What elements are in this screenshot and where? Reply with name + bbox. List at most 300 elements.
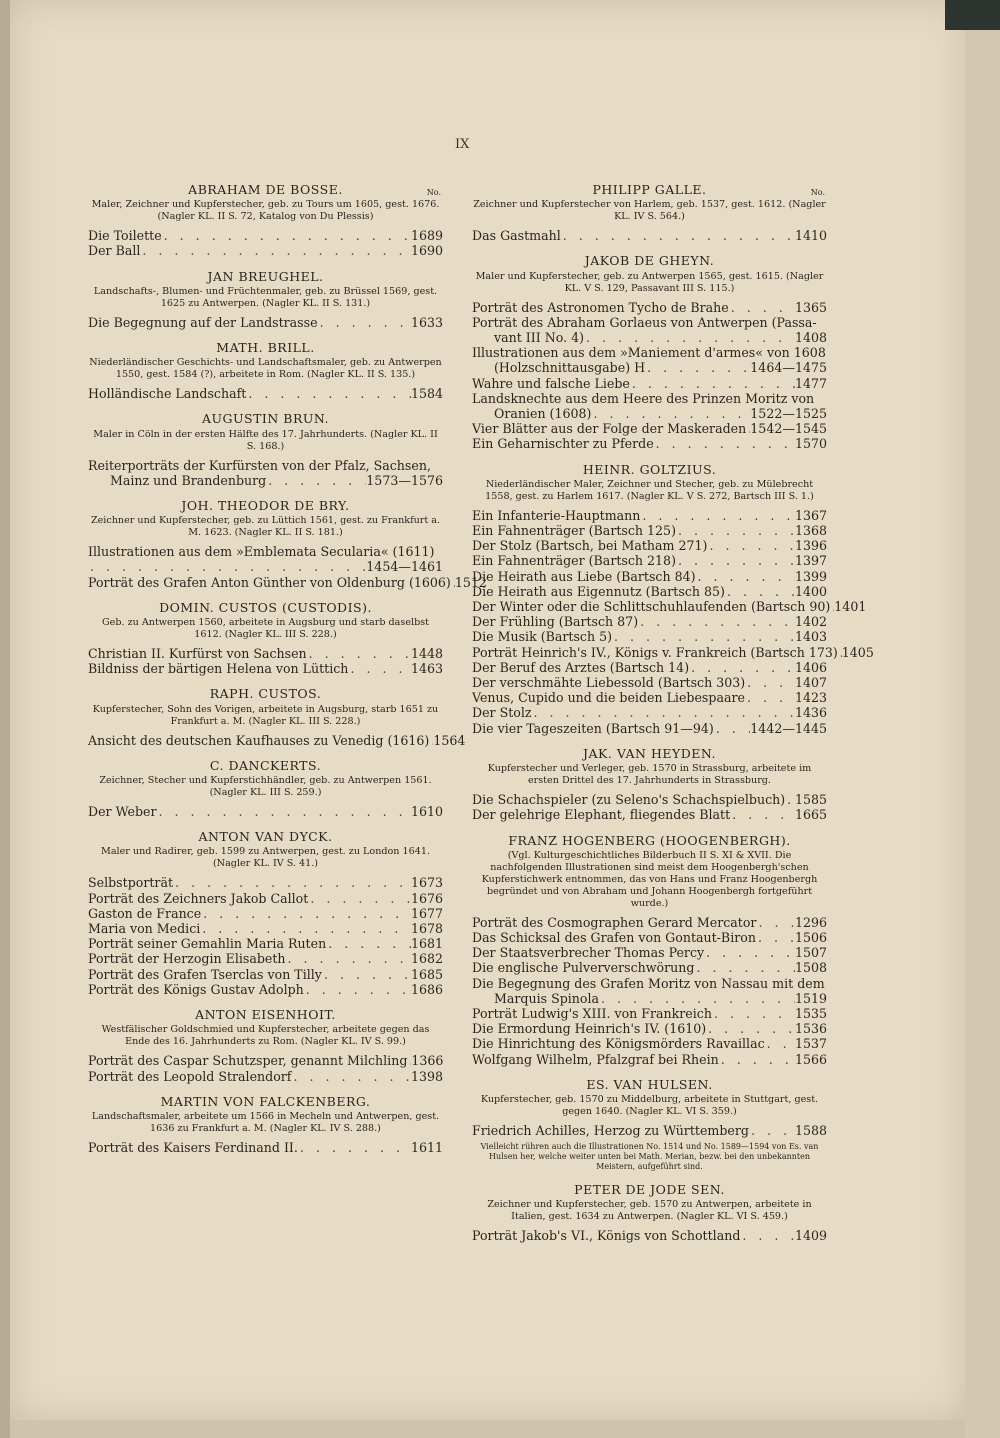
entry-number: 1522—1525: [750, 406, 827, 422]
entry-title: Das Gastmahl: [472, 228, 561, 244]
index-entry: [88, 936, 443, 951]
entry-number: 1396: [794, 538, 827, 554]
artist-section: [88, 829, 443, 997]
index-entry: [472, 614, 827, 629]
artist-section: [88, 758, 443, 819]
leader-dots: [729, 300, 795, 315]
leader-dots: [730, 807, 795, 822]
entry-list: [88, 875, 443, 997]
entry-title: Selbstporträt: [88, 875, 174, 891]
entry-number: 1403: [794, 629, 827, 645]
entry-title: Porträt des Caspar Schutzsper, genannt Milchling: [88, 1053, 408, 1069]
entry-number: 1678: [410, 921, 443, 937]
leader-dots: [561, 228, 795, 243]
entry-list: [88, 1140, 443, 1155]
leader-dots: [714, 721, 751, 736]
entry-number: 1448: [410, 646, 443, 662]
leader-dots: [88, 559, 366, 574]
entry-number: 1402: [794, 614, 827, 630]
index-entry: [472, 930, 827, 945]
index-entry: [88, 544, 443, 559]
leader-dots: [266, 473, 366, 488]
artist-heading: ES. VAN HULSEN.: [586, 1076, 713, 1092]
artist-description: Zeichner und Kupferstecher, geb. zu Lüttich 1561, gest. zu Frankfurt a. M. 1623. (Nagler KL. II S. 181.): [90, 515, 441, 539]
artist-heading: RAPH. CUSTOS.: [209, 686, 322, 702]
leader-dots: [696, 569, 795, 584]
entry-number: 1564: [433, 732, 466, 748]
entry-number: 1436: [794, 705, 827, 721]
entry-title: Der Ball: [88, 243, 141, 259]
artist-heading: PHILIPP GALLE. No.: [472, 182, 827, 197]
entry-title: Die Begegnung auf der Landstrasse: [88, 314, 318, 330]
index-entry: [88, 458, 443, 473]
artist-section: [472, 461, 874, 736]
leader-dots: [704, 945, 795, 960]
leader-dots: [749, 1123, 795, 1138]
artist-description: Westfälischer Goldschmied und Kupferstecher, arbeitete gegen das Ende des 16. Jahrhunderts zu Rom. (Nagler KL. IV S. 99.): [101, 1024, 430, 1048]
entry-title: Porträt des Grafen Anton Günther von Oldenburg (1606): [88, 574, 451, 590]
entry-title: Illustrationen aus dem »Maniement d'armes« von 1608: [472, 345, 826, 361]
leader-dots: [765, 1036, 795, 1051]
entry-title: Mainz und Brandenburg: [110, 472, 267, 488]
index-entry: [88, 875, 443, 890]
entry-number: 1296: [794, 914, 827, 930]
entry-list: [88, 315, 443, 330]
book-cover-corner: [945, 0, 1000, 30]
index-entry: [472, 599, 867, 615]
leader-dots: [612, 629, 795, 644]
index-entry: [472, 360, 827, 375]
entry-title: Porträt Ludwig's XIII. von Frankreich: [472, 1005, 712, 1021]
entry-number: 1573—1576: [366, 472, 443, 488]
artist-description: Kupferstecher, Sohn des Vorigen, arbeitete in Augsburg, starb 1651 zu Frankfurt a. M. (Nagler KL. III S. 228.): [92, 703, 439, 727]
index-entry: [472, 228, 827, 243]
entry-number: 1686: [410, 981, 443, 997]
artist-section: [88, 269, 443, 330]
entry-title: Die Musik (Bartsch 5): [472, 629, 613, 645]
artist-section: [472, 833, 827, 1067]
entry-list: [88, 732, 466, 748]
entry-list: [472, 792, 827, 822]
artist-section: [88, 340, 443, 401]
index-entry: [472, 807, 827, 822]
index-entry: [472, 660, 827, 675]
entry-number: 1507: [794, 945, 827, 961]
artist-heading: MATH. BRILL.: [216, 340, 315, 356]
entry-title: Ein Fahnenträger (Bartsch 125): [472, 523, 676, 539]
left-column: [88, 182, 487, 1165]
index-entry: [472, 553, 827, 568]
artist-heading: DOMIN. CUSTOS (CUSTODIS).: [159, 599, 372, 615]
index-entry: [472, 675, 827, 690]
leader-dots: [676, 523, 795, 538]
leader-dots: [712, 1006, 795, 1021]
entry-list: [88, 386, 443, 401]
index-entry: [472, 1006, 827, 1021]
entry-number: 1542—1545: [750, 421, 827, 437]
entry-number: 1398: [410, 1068, 443, 1084]
leader-dots: [706, 1021, 795, 1036]
number-column-label: No.: [426, 188, 441, 197]
entry-title: Der verschmähte Liebessold (Bartsch 303): [472, 675, 746, 691]
entry-number: 1512: [454, 574, 487, 590]
entry-number: 1399: [794, 568, 827, 584]
entry-title: Ein Geharnischter zu Pferde: [472, 436, 654, 452]
index-entry: [88, 315, 443, 330]
entry-title: Porträt des Königs Gustav Adolph: [88, 981, 304, 997]
entry-title: Porträt des Cosmographen Gerard Mercator: [472, 914, 757, 930]
index-entry: [472, 915, 827, 930]
index-entry: [472, 1052, 827, 1067]
entry-number: 1367: [794, 507, 827, 523]
leader-dots: [745, 690, 795, 705]
entry-title: Das Schicksal des Grafen von Gontaut-Biron: [472, 929, 756, 945]
leader-dots: [140, 243, 411, 258]
leader-dots: [304, 982, 411, 997]
leader-dots: [308, 891, 411, 906]
entry-list: [88, 804, 443, 819]
entry-number: 1610: [410, 804, 443, 820]
index-entry: [88, 967, 443, 982]
index-entry: [472, 1021, 827, 1036]
entry-number: 1665: [794, 807, 827, 823]
entry-title: Die Hinrichtung des Königsmörders Ravaillac: [472, 1036, 765, 1052]
artist-heading: JAN BREUGHEL.: [207, 268, 324, 284]
leader-dots: [676, 553, 795, 568]
index-entry: [472, 508, 827, 523]
book-edge-left: [0, 0, 10, 1438]
entry-list: [88, 1053, 443, 1083]
index-entry: [472, 421, 827, 436]
entry-number: 1588: [794, 1122, 827, 1138]
leader-dots: [591, 406, 750, 421]
leader-dots: [756, 930, 795, 945]
artist-heading: C. DANCKERTS.: [209, 757, 322, 773]
entry-number: 1566: [794, 1051, 827, 1067]
entry-number: 1464—1475: [750, 360, 827, 376]
index-entry: [88, 574, 487, 590]
entry-title: Porträt des Abraham Gorlaeus von Antwerpen (Passa-: [472, 314, 817, 330]
leader-dots: [756, 915, 794, 930]
entry-title: Venus, Cupido und die beiden Liebespaare: [472, 690, 745, 706]
artist-heading: ANTON EISENHOIT.: [195, 1007, 336, 1023]
entry-number: 1690: [410, 243, 443, 259]
entry-number: 1365: [794, 299, 827, 315]
artist-description: Geb. zu Antwerpen 1560, arbeitete in Augsburg und starb daselbst 1612. (Nagler KL. III S. 228.): [101, 617, 429, 641]
entry-title: (Holzschnittausgabe) H: [494, 360, 646, 376]
entry-title: Die vier Tageszeiten (Bartsch 91—94): [472, 720, 714, 736]
entry-title: Porträt Heinrich's IV., Königs v. Frankreich (Bartsch 173): [472, 644, 838, 660]
entry-number: 1677: [410, 905, 443, 921]
entry-title: Porträt des Grafen Tserclas von Tilly: [88, 966, 322, 982]
index-entry: [472, 644, 874, 660]
number-column-label: No.: [810, 188, 825, 197]
entry-title: Friedrich Achilles, Herzog zu Württemberg: [472, 1122, 749, 1138]
leader-dots: [689, 660, 795, 675]
index-entry: [472, 391, 827, 406]
index-entry: [472, 436, 827, 451]
entry-title: vant III No. 4): [494, 330, 585, 346]
entry-list: [88, 544, 487, 590]
index-entry: [88, 386, 443, 401]
entry-number: 1585: [794, 792, 827, 808]
entry-title: Die Heirath aus Eigennutz (Bartsch 85): [472, 583, 725, 599]
artist-description: Maler, Zeichner und Kupferstecher, geb. zu Tours um 1605, gest. 1676. (Nagler KL. II S. 72, Katalog von Du Plessis): [91, 199, 440, 223]
entry-title: Illustrationen aus dem »Emblemata Secularia« (1611): [88, 544, 435, 560]
artist-section: [472, 1182, 827, 1243]
index-entry: [472, 991, 827, 1006]
index-entry: [88, 891, 443, 906]
artist-heading: AUGUSTIN BRUN.: [201, 411, 330, 427]
artist-description: Maler in Cöln in der ersten Hälfte des 17. Jahrhunderts. (Nagler KL. II S. 168.): [93, 428, 438, 452]
artist-description: Niederländischer Maler, Zeichner und Stecher, geb. zu Mülebrecht 1558, gest. zu Harlem 1617. (Nagler KL. V S. 272, Bartsch III S. 1.): [485, 478, 814, 502]
artist-section: [88, 1007, 443, 1084]
index-entry: [88, 906, 443, 921]
leader-dots: [719, 1052, 795, 1067]
entry-number: 1673: [410, 875, 443, 891]
index-entry: [472, 960, 827, 975]
entry-title: Der Weber: [88, 804, 157, 820]
leader-dots: [156, 804, 410, 819]
artist-section: [88, 498, 487, 590]
entry-number: 1519: [794, 990, 827, 1006]
entry-list: [472, 1228, 827, 1243]
entry-title: Der Staatsverbrecher Thomas Percy: [472, 945, 705, 961]
entry-number: 1506: [794, 929, 827, 945]
entry-number: 1401: [834, 599, 867, 615]
leader-dots: [348, 661, 411, 676]
index-entry: [88, 732, 466, 748]
leader-dots: [638, 614, 795, 629]
artist-description: Landschafts-, Blumen- und Früchtenmaler, geb. zu Brüssel 1569, gest. 1625 zu Antwerpen. (Nagler KL. II S. 131.): [93, 285, 438, 309]
index-entry: [472, 792, 827, 807]
index-entry: [472, 584, 827, 599]
entry-number: 1682: [410, 951, 443, 967]
artist-description: Zeichner und Kupferstecher, geb. 1570 zu Antwerpen, arbeitete in Italien, gest. 1634 zu Antwerpen. (Nagler KL. VI S. 459.): [487, 1199, 812, 1223]
entry-number: 1537: [794, 1036, 827, 1052]
entry-number: 1409: [794, 1228, 827, 1244]
index-entry: [472, 523, 827, 538]
entry-list: [88, 646, 443, 676]
entry-number: 1368: [794, 523, 827, 539]
artist-section: [88, 1094, 443, 1155]
entry-number: 1477: [794, 375, 827, 391]
index-entry: [472, 721, 827, 736]
entry-title: Der Stolz: [472, 705, 532, 721]
entry-number: 1570: [794, 436, 827, 452]
leader-dots: [298, 1140, 411, 1155]
leader-dots: [640, 508, 795, 523]
entry-number: 1676: [410, 890, 443, 906]
leader-dots: [694, 960, 795, 975]
entry-number: 1405: [841, 644, 874, 660]
entry-number: 1400: [794, 583, 827, 599]
artist-heading: ABRAHAM DE BOSSE. No.: [88, 182, 443, 197]
entry-title: Porträt Jakob's VI., Königs von Schottland: [472, 1228, 741, 1244]
entry-title: Vier Blätter aus der Folge der Maskeraden: [472, 421, 747, 437]
index-entry: [88, 804, 443, 819]
artist-section: [88, 600, 443, 677]
artist-heading: JOH. THEODOR DE BRY.: [181, 498, 350, 514]
index-entry: [472, 690, 827, 705]
book-edge-right: [965, 0, 1000, 1438]
entry-list: [472, 915, 827, 1067]
entry-number: 1508: [794, 960, 827, 976]
entry-title: Der gelehrige Elephant, fliegendes Blatt: [472, 807, 731, 823]
artist-section: [472, 253, 827, 451]
entry-title: Gaston de France: [88, 905, 202, 921]
artist-description: Kupferstecher, geb. 1570 zu Middelburg, arbeitete in Stuttgart, gest. gegen 1640. (Nagler KL. VI S. 359.): [480, 1093, 819, 1117]
entry-number: 1366: [411, 1053, 444, 1069]
entry-title: Maria von Medici: [88, 921, 201, 937]
leader-dots: [630, 376, 795, 391]
index-entry: [472, 1036, 827, 1051]
leader-dots: [584, 330, 795, 345]
artist-section: [472, 746, 827, 823]
entry-title: Ein Fahnenträger (Bartsch 218): [472, 553, 676, 569]
entry-title: Porträt der Herzogin Elisabeth: [88, 951, 286, 967]
leader-dots: [707, 538, 795, 553]
artist-description: Zeichner, Stecher und Kupferstichhändler, geb. zu Antwerpen 1561. (Nagler KL. III S. 259.): [99, 775, 432, 799]
leader-dots: [162, 228, 411, 243]
leader-dots: [785, 792, 795, 807]
entry-title: Der Beruf des Arztes (Bartsch 14): [472, 659, 690, 675]
index-entry: [88, 921, 443, 936]
entry-title: Der Frühling (Bartsch 87): [472, 614, 639, 630]
entry-title: Porträt des Kaisers Ferdinand II.: [88, 1139, 298, 1155]
index-entry: [88, 951, 443, 966]
entry-number: 1685: [410, 966, 443, 982]
footnote: Vielleicht rühren auch die Illustrationen No. 1514 und No. 1589—1594 von Es. van Hulsen her, welche weiter unten bei Math. Merian, bezw. bei den unbekannten Meistern, aufgeführt sind.: [480, 1142, 819, 1172]
entry-number: 1535: [794, 1005, 827, 1021]
artist-section: [88, 686, 466, 748]
leader-dots: [200, 921, 411, 936]
entry-title: Porträt seiner Gemahlin Maria Ruten: [88, 936, 327, 952]
index-entry: [88, 559, 443, 574]
artist-section: [88, 182, 443, 259]
leader-dots: [745, 675, 795, 690]
entry-title: Porträt des Zeichners Jakob Callot: [88, 890, 309, 906]
entry-number: 1410: [794, 228, 827, 244]
entry-list: [472, 1123, 827, 1138]
index-entry: [472, 569, 827, 584]
index-entry: [88, 1069, 443, 1084]
leader-dots: [307, 646, 411, 661]
artist-description: Landschaftsmaler, arbeitete um 1566 in Mecheln und Antwerpen, gest. 1636 zu Frankfurt a. M. (Nagler KL. IV S. 288.): [91, 1110, 440, 1134]
entry-title: Der Winter oder die Schlittschuhlaufenden (Bartsch 90): [472, 599, 831, 615]
entry-title: Ansicht des deutschen Kaufhauses zu Venedig (1616): [88, 732, 430, 748]
entry-list: [472, 228, 827, 243]
entry-number: 1536: [794, 1021, 827, 1037]
entry-title: Oranien (1608): [494, 406, 592, 422]
artist-description: Kupferstecher und Verleger, geb. 1570 in Strassburg, arbeitete im ersten Drittel des 17. Jahrhunderts in Strassburg.: [487, 763, 812, 787]
entry-number: 1681: [410, 936, 443, 952]
artist-section: [472, 182, 827, 243]
entry-number: 1408: [794, 330, 827, 346]
index-entry: [472, 1123, 827, 1138]
index-entry: [88, 1053, 443, 1068]
index-entry: [472, 538, 827, 553]
artist-heading: JAKOB DE GHEYN.: [584, 253, 715, 269]
entry-title: Die Toilette: [88, 228, 162, 244]
entry-number: 1407: [794, 675, 827, 691]
leader-dots: [645, 360, 750, 375]
artist-description: Maler und Kupferstecher, geb. zu Antwerpen 1565, gest. 1615. (Nagler KL. V S. 129, Passavant III S. 115.): [475, 270, 824, 294]
entry-title: Bildniss der bärtigen Helena von Lüttich: [88, 661, 349, 677]
index-entry: [472, 1228, 827, 1243]
entry-title: Marquis Spinola: [494, 990, 600, 1006]
entry-number: 1397: [794, 553, 827, 569]
entry-list: [88, 458, 443, 488]
entry-title: Wahre und falsche Liebe: [472, 375, 630, 391]
artist-heading: JAK. VAN HEYDEN.: [583, 745, 716, 761]
index-entry: [472, 300, 827, 315]
index-entry: [88, 661, 443, 676]
entry-number: 1442—1445: [750, 720, 827, 736]
leader-dots: [532, 705, 795, 720]
artist-heading: PETER DE JODE SEN.: [574, 1182, 725, 1198]
index-entry: [88, 646, 443, 661]
leader-dots: [286, 951, 411, 966]
entry-list: [88, 228, 443, 258]
leader-dots: [725, 584, 795, 599]
entry-list: [472, 507, 874, 736]
index-entry: [88, 228, 443, 243]
leader-dots: [291, 1069, 410, 1084]
artist-heading: FRANZ HOGENBERG (HOOGENBERGH).: [508, 832, 791, 848]
entry-title: Christian II. Kurfürst von Sachsen: [88, 646, 307, 662]
index-entry: [88, 1140, 443, 1155]
artist-description: Maler und Radirer, geb. 1599 zu Antwerpen, gest. zu London 1641. (Nagler KL. IV S. 41.): [101, 846, 430, 870]
index-entry: [88, 982, 443, 997]
index-entry: [472, 330, 827, 345]
artist-description: (Vgl. Kulturgeschichtliches Bilderbuch II S. XI & XVII. Die nachfolgenden Illustrationen sind meist dem Hoogenbergh'schen Kupferstichwerk entnommen, das von Hans und Franz Hoogenbergh begründet und von Abraham und Johann Hoogenbergh fortgeführt wurde.): [481, 849, 818, 909]
index-entry: [472, 345, 827, 360]
entry-title: Ein Infanterie-Hauptmann: [472, 507, 641, 523]
entry-number: 1689: [410, 228, 443, 244]
index-entry: [472, 629, 827, 644]
index-entry: [472, 315, 827, 330]
artist-heading: HEINR. GOLTZIUS.: [582, 461, 717, 477]
artist-description: Niederländischer Geschichts- und Landschaftsmaler, geb. zu Antwerpen 1550, gest. 1584 (?), arbeitete in Rom. (Nagler KL. II S. 135.): [89, 357, 442, 381]
artist-description: Zeichner und Kupferstecher von Harlem, geb. 1537, gest. 1612. (Nagler KL. IV S. 564.): [473, 199, 826, 223]
entry-list: [472, 300, 827, 452]
entry-title: Der Stolz (Bartsch, bei Matham 271): [472, 538, 708, 554]
entry-title: Holländische Landschaft: [88, 386, 247, 402]
leader-dots: [322, 967, 411, 982]
entry-title: Porträt des Astronomen Tycho de Brahe: [472, 299, 729, 315]
leader-dots: [326, 936, 411, 951]
index-entry: [472, 406, 827, 421]
index-entry: [472, 705, 827, 720]
entry-title: Die Ermordung Heinrich's IV. (1610): [472, 1021, 707, 1037]
index-entry: [472, 945, 827, 960]
entry-number: 1633: [410, 314, 443, 330]
artist-heading: ANTON VAN DYCK.: [198, 829, 333, 845]
entry-number: 1454—1461: [366, 559, 443, 575]
leader-dots: [318, 315, 411, 330]
leader-dots: [654, 436, 795, 451]
entry-title: Porträt des Leopold Stralendorf: [88, 1068, 292, 1084]
leader-dots: [599, 991, 795, 1006]
leader-dots: [173, 875, 411, 890]
entry-number: 1584: [410, 386, 443, 402]
index-entry: [472, 976, 827, 991]
artist-section: [88, 411, 443, 488]
entry-title: Die englische Pulververschwörung: [472, 960, 695, 976]
index-entry: [472, 376, 827, 391]
artist-section: [472, 1077, 827, 1172]
